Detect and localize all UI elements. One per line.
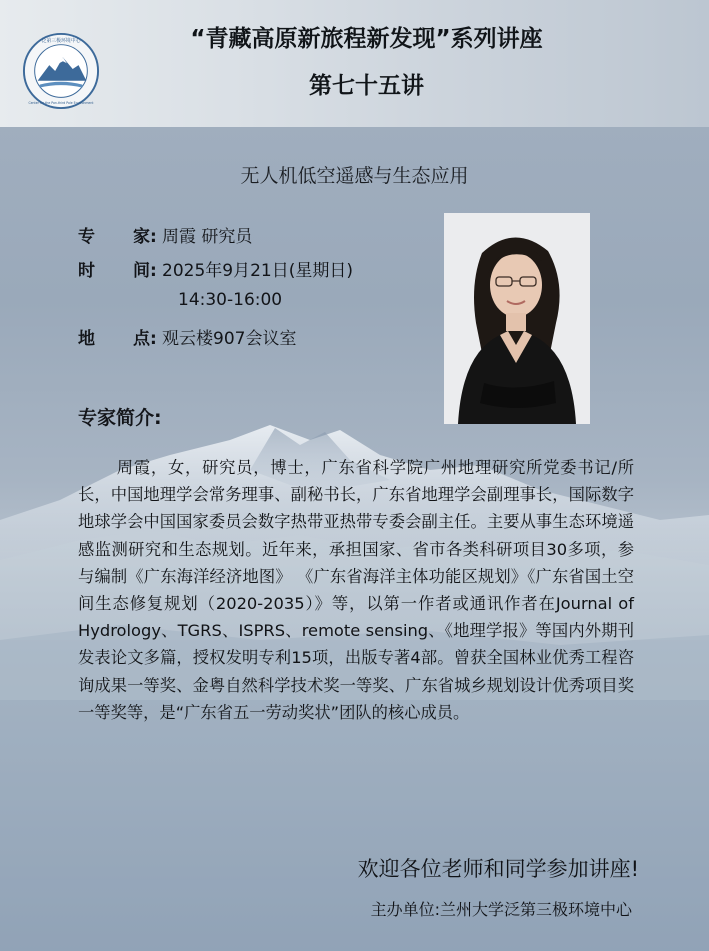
date-value: 2025年9月21日(星期日)	[162, 261, 353, 281]
expert-value: 周霞 研究员	[162, 227, 253, 247]
bio-text: 周霞，女，研究员，博士，广东省科学院广州地理研究所党委书记/所长，中国地理学会常务理事、副秘书长，广东省地理学会副理事长，国际数字地球学会中国国家委员会数字热带亚热带专委会副主任。主要从事生态环境遥感监测研究和生态规划。近年来，承担国家、省市各类科研项目30多项，参与编制《广东海洋经济地图》 《广东省海洋主体功能区规划》《广东省国土空间生态修复规划（2020-2035）》等，以第一作者或通讯作者在Journal of Hydrology、TGRS、ISPRS、remote sensing、《地理学报》等国内外期刊发表论文多篇，授权发明专利15项，出版专著4部。曾获全国林业优秀工程咨询成果一等奖、金粤自然科学技术奖一等奖、广东省城乡规划设计优秀项目奖一等奖等，是“广东省五一劳动奖状”团队的核心成员。	[78, 458, 634, 722]
series-title: “青藏高原新旅程新发现”系列讲座	[190, 26, 543, 52]
speaker-photo	[444, 213, 590, 424]
time-row	[78, 256, 353, 281]
time-label: 时 间:	[78, 261, 157, 281]
welcome-message: 欢迎各位老师和同学参加讲座!	[357, 857, 639, 881]
place-row	[78, 324, 296, 349]
expert-label: 专 家:	[78, 227, 157, 247]
expert-row	[78, 222, 252, 247]
place-value: 观云楼907会议室	[162, 329, 297, 349]
time-value: 14:30-16:00	[178, 290, 283, 310]
bio-heading: 专家简介:	[78, 407, 162, 429]
logo-arc-text-bottom: Center for the Pan-third Pole Environment	[28, 101, 94, 106]
lecture-topic: 无人机低空遥感与生态应用	[240, 165, 469, 187]
place-label: 地 点:	[78, 329, 157, 349]
bio-paragraph	[78, 454, 634, 726]
organizer-line: 主办单位:兰州大学泛第三极环境中心	[370, 900, 632, 919]
logo-arc-text-top: 泛第三极环境中心	[41, 38, 81, 45]
lecture-number: 第七十五讲	[309, 73, 424, 99]
